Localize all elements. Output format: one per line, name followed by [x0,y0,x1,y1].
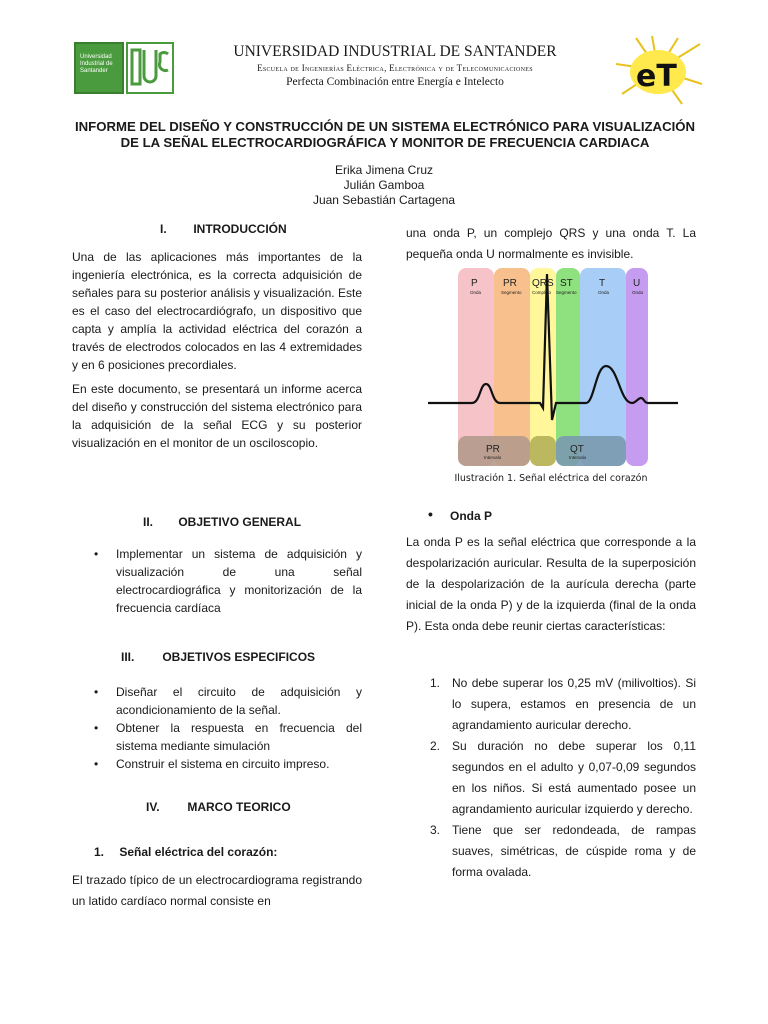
label-st-sub: Segmento [556,290,577,295]
section-heading-intro [160,220,287,238]
uis-logo-emblem [126,42,174,94]
list-text: Su duración no debe superar los 0,11 segundos en el adulto y 0,07-0,09 segundos en los niños. Si está aumentado posee un agrandamiento auricular izquierdo y derecho. [452,739,696,816]
subsection-heading [94,843,277,861]
list-number: 2. [430,739,441,753]
section-number: IV. [146,800,160,814]
list-item [406,820,696,883]
list-item: • Obtener la respuesta en frecuencia del sistema mediante simulación [90,719,362,755]
label-u: U [633,278,641,289]
label-t-sub: Onda [598,290,610,295]
section-number: I. [160,222,167,236]
label-p: P [471,278,478,289]
label-p-sub: Onda [470,290,482,295]
section-heading-marco [146,798,291,816]
list-number: 3. [430,823,441,837]
intro-paragraph-1: Una de las aplicaciones más importantes de la ingeniería electrónica, es la correcta adquisición de señales para su posterior análisis y visualización. Este es el caso del electrocardiógrafo, un dispositivo que capta y amplía la actividad eléctrica del corazón a través de electrodos colocados en las 4 extremidades y en 6 posiciones precordiales. [72,250,362,372]
section-number: II. [143,515,154,529]
subsection-title: Señal eléctrica del corazón: [119,845,278,859]
label-pr-sub: Segmento [501,290,522,295]
list-number: 1. [430,676,441,690]
section-heading-general [143,513,301,531]
specific-objectives-list [90,683,362,773]
interval-qt-sub: Intervalo [569,455,587,460]
uis-logo [74,42,174,94]
list-item: • Implementar un sistema de adquisición y visualización de una señal electrocardiográfica y monitorización de la frecuencia cardíaca [90,545,362,617]
label-st: ST [560,278,573,289]
label-t: T [599,278,606,289]
subsection-number: 1. [94,845,105,859]
right-paragraph-0: una onda P, un complejo QRS y una onda T. La pequeña onda U normalmente es invisible. [406,226,696,261]
university-name: UNIVERSIDAD INDUSTRIAL DE SANTANDER [233,43,557,60]
section-title: OBJETIVO GENERAL [178,515,302,529]
section-title: INTRODUCCIÓN [193,222,287,236]
section-number: III. [121,650,135,664]
ecg-figure [428,266,678,468]
section-title: MARCO TEORICO [187,800,291,814]
interval-qt-label: QT [570,444,584,455]
list-item [406,673,696,736]
onda-p-characteristics-list [406,673,696,883]
marco-paragraph-1: El trazado típico de un electrocardiograma registrando un latido cardíaco normal consiste en [72,873,362,908]
paper-title: INFORME DEL DISEÑO Y CONSTRUCCIÓN DE UN SISTEMA ELECTRÓNICO PARA VISUALIZACIÓN DE LA SEÑAL ELECTROCARDIOGRÁFICA Y MONITOR DE FRECUENCIA CARDIACA [74,119,696,150]
interval-qt [556,436,626,466]
general-objectives-list [90,545,362,617]
section-heading-specific [121,648,315,666]
list-text: Tiene que ser redondeada, de rampas suaves, simétricas, de cúspide roma y de forma ovalada. [452,823,696,879]
list-item: • Construir el sistema en circuito impreso. [90,755,362,773]
interval-pr-label: PR [486,444,500,455]
section-title: OBJETIVOS ESPECIFICOS [162,650,316,664]
authors [234,163,534,208]
et-logo [612,34,704,106]
label-qrs: QRS [532,278,554,289]
list-item: • Diseñar el circuito de adquisición y acondicionamiento de la señal. [90,683,362,719]
onda-p-paragraph: La onda P es la señal eléctrica que corresponde a la despolarización auricular. Resulta de la superposición de la despolarización de la aurícula derecha (parte inicial de la onda P) y de la izquierda (final de la onda P). Esta onda debe reunir ciertas características: [406,535,696,633]
author: Juan Sebastián Cartagena [312,193,456,207]
list-item [406,736,696,820]
school-name: Escuela de Ingenierías Eléctrica, Electrónica y de Telecomunicaciones [257,63,533,73]
slogan: Perfecta Combinación entre Energía e Intelecto [286,76,504,88]
figure-caption: Ilustración 1. Señal eléctrica del corazón [454,473,648,484]
list-text: No debe superar los 0,25 mV (milivoltios). Si lo supera, estamos en presencia de un agrandamiento auricular derecho. [452,676,696,732]
region-u [626,268,648,466]
label-u-sub: Onda [632,290,644,295]
uis-logo-text: Universidad Industrial de Santander [74,42,124,94]
author: Julián Gamboa [343,178,425,192]
bullet-icon: • [428,506,433,522]
svg-text:eT: eT [636,59,677,94]
label-qrs-sub: Complejo [532,290,552,295]
intro-paragraph-2: En este documento, se presentará un informe acerca del diseño y construcción del sistema electrónico para la adquisición de la señal ECG y su posterior visualización en el monitor de un osciloscopio. [72,382,362,450]
interval-mid [530,436,556,466]
label-pr: PR [503,278,517,289]
interval-pr-sub: Intervalo [484,455,502,460]
onda-p-title: Onda P [450,509,493,523]
author: Erika Jimena Cruz [334,163,434,177]
